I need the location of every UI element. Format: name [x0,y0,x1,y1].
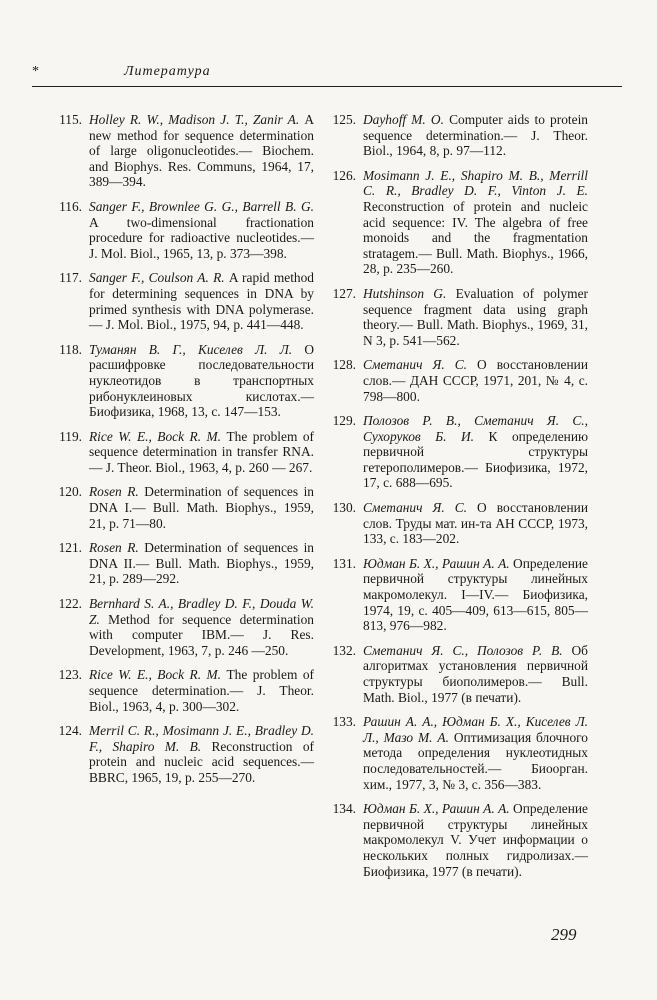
reference-authors: Sanger F., Brownlee G. G., Barrell B. G. [89,198,314,214]
reference-text: A new method for sequence determination of large oligonucleotides.— Biochem. and Biophys. Res. Communs, 1964, 17, 389—394. [89,112,314,190]
reference-number: 133. [332,714,356,730]
reference-text: О восстановлении слов. Труды мат. ин-та АН СССР, 1973, 133, с. 183—202. [363,500,588,547]
reference-item [326,714,588,792]
reference-authors: Юдман Б. Х., Рашин А. А. [363,555,514,571]
reference-number: 126. [332,167,356,183]
reference-authors: Рашин А. А., Юдман Б. Х., Киселев Л. Л., Мазо М. А. [363,714,588,745]
reference-item [52,667,314,714]
header-rule [32,86,622,87]
reference-item [326,112,588,159]
reference-text: The problem of sequence determination.— J. Theor. Biol., 1963, 4, p. 300—302. [89,667,314,714]
reference-item [52,270,314,332]
header-title: Литература [124,64,211,79]
reference-item [326,413,588,491]
reference-item [52,723,314,785]
reference-item [52,199,314,261]
reference-item [326,168,588,277]
reference-text: Computer aids to protein sequence determination.— J. Theor. Biol., 1964, 8, p. 97—112. [363,112,588,159]
reference-number: 125. [332,112,356,127]
reference-authors: Rosen R. [89,540,145,556]
reference-item [326,286,588,348]
reference-number: 121. [58,540,82,556]
reference-authors: Rosen R. [89,484,145,500]
reference-number: 134. [332,801,356,817]
reference-number: 131. [332,555,356,571]
reference-text: Reconstruction of protein and nucleic acid sequence: IV. The algebra of free monoids and the fragmentation stratagem.— Bull. Math. Biophys., 1966, 28, p. 235—260. [363,198,588,277]
reference-number: 127. [332,285,356,301]
reference-text: A two-dimensional fractionation procedure for radioactive nucleotides.— J. Mol. Biol., 1965, 13, p. 373—398. [89,214,314,261]
reference-text: Определение первичной структуры линейных макромолекул. I—IV.— Биофизика, 1974, 19, с. 405—409, 613—615, 805—813, 976—982. [363,555,588,634]
left-column [52,112,314,786]
reference-authors: Bernhard S. A., Bradley D. F., Douda W. Z. [89,596,314,627]
reference-authors: Полозов Р. В., Сметанич Я. С., Сухоруков Б. И. [363,413,588,444]
reference-text: Об алгоритмах установления первичной структуры биополимеров.— Bull. Math. Biol., 1977 (в печати). [363,642,588,705]
reference-authors: Юдман Б. Х., Рашин А. А. [363,801,514,817]
reference-text: О расшифровке последовательности нуклеотидов в транспортных рибонуклеиновых кислотах.— Биофизика, 1968, 13, с. 147—153. [89,341,314,420]
reference-authors: Сметанич Я. С., Полозов Р. В. [363,642,572,658]
reference-authors: Туманян В. Г., Киселев Л. Л. [89,341,305,357]
reference-number: 130. [332,500,356,516]
reference-authors: Rice W. E., Bock R. M. [89,667,227,683]
reference-number: 116. [59,198,82,214]
reference-authors: Merril C. R., Mosimann J. E., Bradley D. F., Shapiro M. B. [89,723,314,754]
reference-item [52,429,314,476]
reference-authors: Holley R. W., Madison J. T., Zanir A. [89,112,305,127]
right-column [326,112,588,879]
reference-authors: Sanger F., Coulson A. R. [89,270,229,286]
reference-text: Reconstruction of protein and nucleic acid sequences.—BBRC, 1965, 19, p. 255—270. [89,738,314,785]
reference-number: 123. [58,667,82,683]
reference-text: A rapid method for determining sequences in DNA by primed synthesis with DNA polymerase.— J. Mol. Biol., 1975, 94, p. 441—448. [89,270,314,333]
reference-number: 119. [59,428,82,444]
reference-text: О восстановлении слов.— ДАН СССР, 1971, 201, № 4, с. 798—800. [363,357,588,404]
reference-item [52,484,314,531]
reference-number: 128. [332,357,356,373]
reference-authors: Rice W. E., Bock R. M. [89,428,227,444]
reference-number: 120. [58,484,82,500]
header-marker: * [32,64,39,79]
reference-number: 124. [58,723,82,739]
reference-text: Determination of sequences in DNA I.— Bull. Math. Biophys., 1959, 21, p. 71—80. [89,484,314,531]
reference-item [326,801,588,879]
reference-item [326,643,588,705]
reference-authors: Dayhoff M. O. [363,112,450,127]
reference-text: Определение первичной структуры линейных макромолекул V. Учет информации о нескольких полных гидролизах.— Биофизика, 1977 (в печати). [363,801,588,879]
reference-number: 132. [332,642,356,658]
reference-item [52,342,314,420]
reference-number: 122. [58,596,82,612]
reference-text: Method for sequence determination with computer IBM.— J. Res. Development, 1963, 7, p. 246 —250. [89,611,314,658]
reference-authors: Hutshinson G. [363,285,456,301]
reference-text: Оптимизация блочного метода определения нуклеотидных последовательностей.— Биоорган. хим., 1977, 3, № 3, с. 356—383. [363,729,588,792]
reference-text: Determination of sequences in DNA II.— Bull. Math. Biophys., 1959, 21, p. 289—292. [89,540,314,587]
reference-number: 118. [59,341,82,357]
page-number: 299 [551,925,577,944]
reference-item [52,540,314,587]
reference-item [326,500,588,547]
reference-item [326,357,588,404]
reference-text: The problem of sequence determination in transfer RNA.— J. Theor. Biol., 1963, 4, p. 260 — 267. [89,428,314,475]
reference-item [52,596,314,658]
reference-authors: Mosimann J. E., Shapiro M. B., Merrill C. R., Bradley D. F., Vinton J. E. [363,167,588,199]
reference-authors: Сметанич Я. С. [363,500,478,516]
reference-item [326,556,588,634]
reference-number: 129. [332,413,356,429]
reference-number: 117. [59,270,82,286]
reference-text: Evaluation of polymer sequence fragment data using graph theory.— Bull. Math. Biophys., 1969, 31, N 3, p. 541—562. [363,285,588,348]
reference-number: 115. [59,112,82,127]
reference-text: К определению первичной структуры гетерополимеров.— Биофизика, 1972, 17, с. 688—695. [363,428,588,491]
reference-authors: Сметанич Я. С. [363,357,478,373]
reference-item [52,112,314,190]
